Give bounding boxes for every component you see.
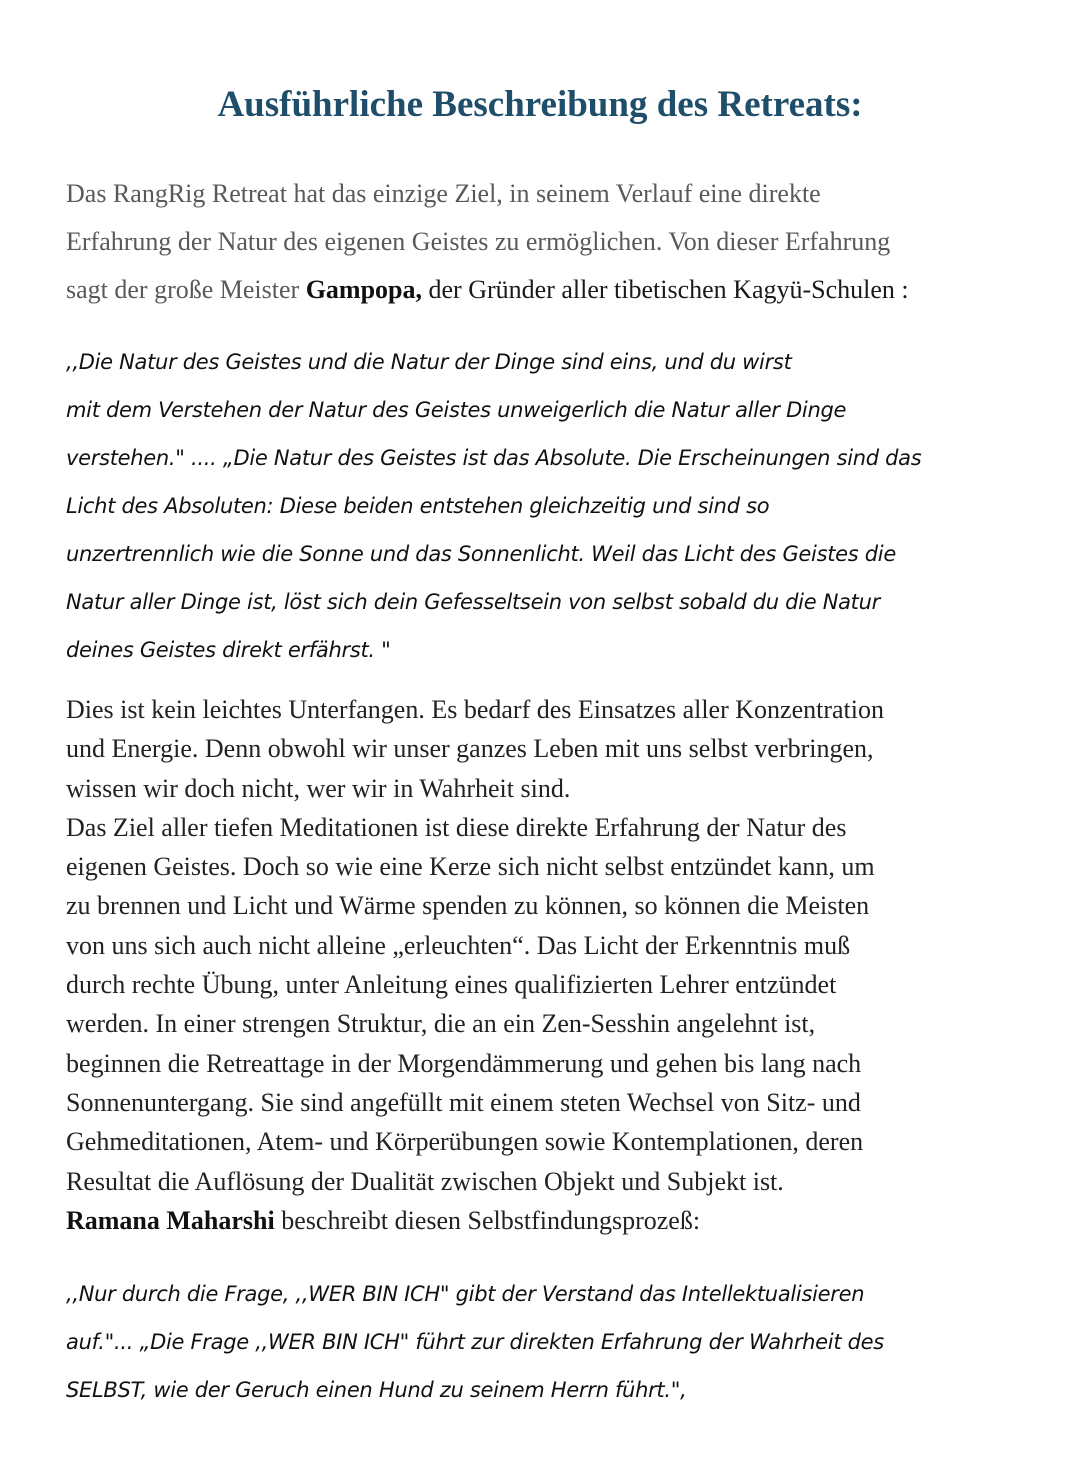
body-text: beschreibt diesen Selbstfindungsprozeß:: [274, 1205, 701, 1235]
body-line: und Energie. Denn obwohl wir unser ganzes Leben mit uns selbst verbringen,: [66, 734, 874, 764]
body-line: durch rechte Übung, unter Anleitung eines qualifizierten Lehrer entzündet: [66, 970, 837, 1000]
body-paragraph: [66, 690, 1026, 1240]
body-line: von uns sich auch nicht alleine „erleuchten“. Das Licht der Erkenntnis muß: [66, 930, 851, 960]
quote-line: auf."... „Die Frage ,,WER BIN ICH" führt zur direkten Erfahrung der Wahrheit des: [66, 1330, 884, 1354]
body-line: Das Ziel aller tiefen Meditationen ist diese direkte Erfahrung der Natur des: [66, 812, 847, 842]
quote-line: Licht des Absoluten: Diese beiden entstehen gleichzeitig und sind so: [66, 494, 770, 518]
ramana-quote: [66, 1270, 1026, 1414]
intro-line: [66, 266, 1026, 314]
intro-text: sagt der große Meister: [66, 275, 306, 304]
body-line: Resultat die Auflösung der Dualität zwischen Objekt und Subjekt ist.: [66, 1166, 784, 1196]
ramana-maharshi-name: Ramana Maharshi: [66, 1205, 275, 1235]
body-line: Gehmeditationen, Atem- und Körperübungen sowie Kontemplationen, deren: [66, 1127, 864, 1157]
body-line: Sonnenuntergang. Sie sind angefüllt mit einem steten Wechsel von Sitz- und: [66, 1087, 861, 1117]
quote-line: mit dem Verstehen der Natur des Geistes unweigerlich die Natur aller Dinge: [66, 398, 847, 422]
intro-line: Das RangRig Retreat hat das einzige Ziel, in seinem Verlauf eine direkte: [66, 179, 821, 208]
body-line: beginnen die Retreattage in der Morgendämmerung und gehen bis lang nach: [66, 1048, 862, 1078]
gampopa-name: Gampopa,: [305, 275, 423, 304]
intro-line: Erfahrung der Natur des eigenen Geistes zu ermöglichen. Von dieser Erfahrung: [66, 227, 891, 256]
body-line: eigenen Geistes. Doch so wie eine Kerze sich nicht selbst entzündet kann, um: [66, 852, 875, 882]
body-line: zu brennen und Licht und Wärme spenden zu können, so können die Meisten: [66, 891, 870, 921]
body-line: Dies ist kein leichtes Unterfangen. Es bedarf des Einsatzes aller Konzentration: [66, 695, 884, 724]
body-line: [66, 1201, 1026, 1240]
quote-line: ,,Nur durch die Frage, ,,WER BIN ICH" gibt der Verstand das Intellektualisieren: [66, 1282, 865, 1306]
body-line: werden. In einer strengen Struktur, die an ein Zen-Sesshin angelehnt ist,: [66, 1009, 816, 1039]
body-line: wissen wir doch nicht, wer wir in Wahrheit sind.: [66, 773, 571, 803]
quote-line: verstehen." .... „Die Natur des Geistes ist das Absolute. Die Erscheinungen sind das: [66, 446, 922, 470]
intro-text: der Gründer aller tibetischen Kagyü-Schulen :: [422, 275, 909, 304]
page-title: Ausführliche Beschreibung des Retreats:: [217, 84, 863, 125]
quote-line: deines Geistes direkt erfährst. ": [66, 638, 391, 662]
quote-line: ,,Die Natur des Geistes und die Natur der Dinge sind eins, und du wirst: [66, 350, 792, 374]
gampopa-quote: [66, 338, 1026, 674]
quote-line: SELBST, wie der Geruch einen Hund zu seinem Herrn führt.",: [66, 1378, 687, 1402]
intro-paragraph: [66, 170, 1026, 314]
quote-line: Natur aller Dinge ist, löst sich dein Gefesseltsein von selbst sobald du die Natur: [66, 590, 880, 614]
quote-line: unzertrennlich wie die Sonne und das Sonnenlicht. Weil das Licht des Geistes die: [66, 542, 896, 566]
